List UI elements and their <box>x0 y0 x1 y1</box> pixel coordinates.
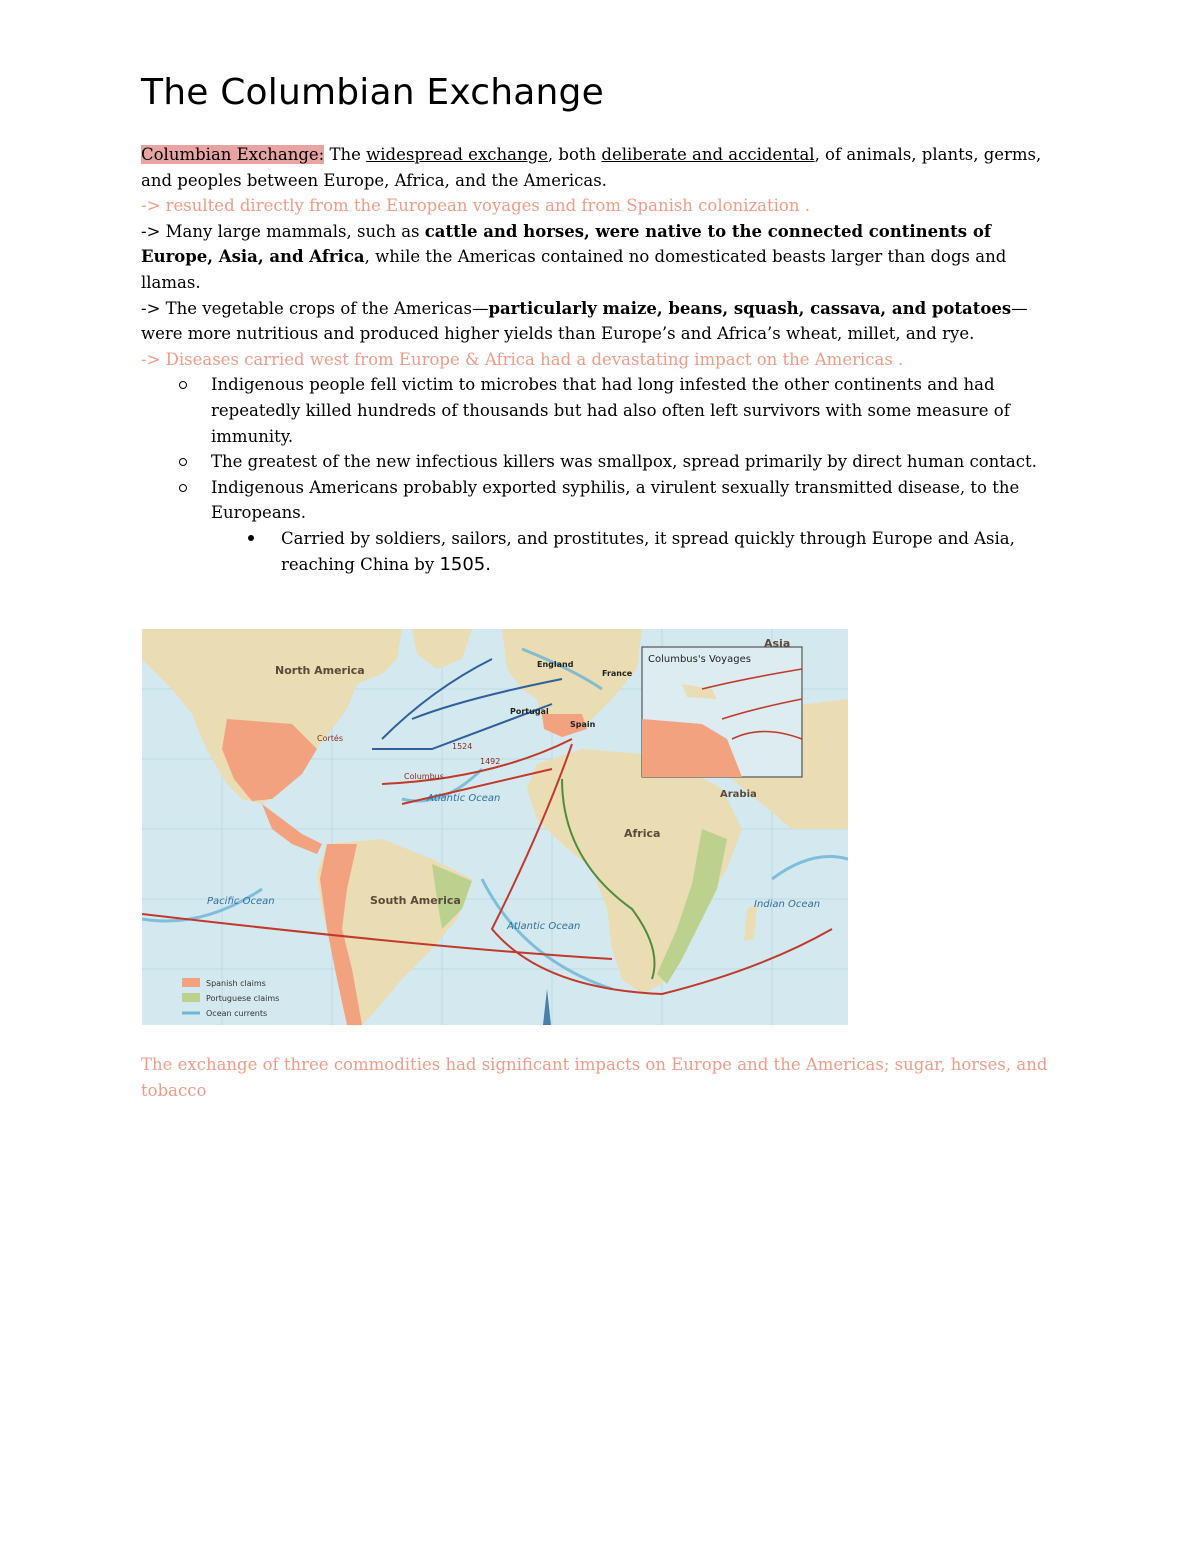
label-spain: Spain <box>570 720 596 729</box>
inset-title: Columbus's Voyages <box>648 654 751 665</box>
point-colonization: -> resulted directly from the European voyages and from Spanish colonization . <box>141 196 810 216</box>
exploration-map-image <box>142 629 848 1025</box>
page-title: The Columbian Exchange <box>141 72 604 113</box>
label-arabia: Arabia <box>720 789 757 800</box>
legend-spanish: Spanish claims <box>206 979 266 988</box>
label-asia: Asia <box>764 637 791 650</box>
map-legend <box>182 978 279 1018</box>
point-mammals: -> Many large mammals, such as cattle and horses, were native to the connected continents of Europe, Asia, and Africa, while the Americas contained no domesticated beasts larger than dogs and llamas. <box>141 221 1007 292</box>
term-highlight: Columbian Exchange: <box>141 145 325 164</box>
label-indian: Indian Ocean <box>754 899 821 910</box>
syphilis-sublist <box>211 526 1061 577</box>
label-columbus: Columbus <box>404 772 444 781</box>
label-south-america: South America <box>370 894 461 907</box>
list-item: The greatest of the new infectious killers was smallpox, spread primarily by direct human contact. <box>211 449 1061 475</box>
definition-paragraph: Columbian Exchange: The widespread exchange, both deliberate and accidental, of animals, plants, germs, and peoples between Europe, Africa, and the Americas. <box>141 145 1042 190</box>
underlined-phrase: deliberate and accidental <box>601 145 815 164</box>
list-item: Indigenous Americans probably exported syphilis, a virulent sexually transmitted disease, to the Europeans. Carried by soldiers, sailors, and prostitutes, it spread quickly through Europe and Asia, reaching China by 1505. <box>211 475 1061 577</box>
label-1524: 1524 <box>452 742 473 751</box>
underlined-phrase: widespread exchange <box>366 145 548 164</box>
label-north-america: North America <box>275 664 365 677</box>
closing-paragraph: The exchange of three commodities had significant impacts on Europe and the Americas; sugar, horses, and tobacco <box>141 1055 1048 1100</box>
disease-sublist <box>141 372 1061 577</box>
legend-currents: Ocean currents <box>206 1009 268 1018</box>
label-atlantic-north: Atlantic Ocean <box>427 793 501 804</box>
point-crops: -> The vegetable crops of the Americas—particularly maize, beans, squash, cassava, and potatoes—were more nutritious and produced higher yields than Europe’s and Africa’s wheat, millet, and rye. <box>141 298 1028 344</box>
label-cortes: Cortés <box>317 734 343 743</box>
list-item: Carried by soldiers, sailors, and prostitutes, it spread quickly through Europe and Asia, reaching China by 1505. <box>281 526 1061 577</box>
point-diseases: -> Diseases carried west from Europe & Africa had a devastating impact on the Americas . <box>141 349 904 369</box>
legend-portuguese: Portuguese claims <box>206 994 280 1003</box>
label-portugal: Portugal <box>510 707 549 716</box>
label-atlantic-south: Atlantic Ocean <box>507 921 581 932</box>
map-graphic <box>142 629 848 1025</box>
list-item: Indigenous people fell victim to microbes that had long infested the other continents and had repeatedly killed hundreds of thousands but had also often left survivors with some measure of immunity. <box>211 372 1061 449</box>
label-england: England <box>537 660 574 669</box>
inset-map <box>642 647 802 777</box>
label-pacific: Pacific Ocean <box>207 896 275 907</box>
label-africa: Africa <box>624 827 661 840</box>
notes-body <box>141 142 1061 577</box>
label-france: France <box>602 669 633 678</box>
label-1492: 1492 <box>480 757 501 766</box>
